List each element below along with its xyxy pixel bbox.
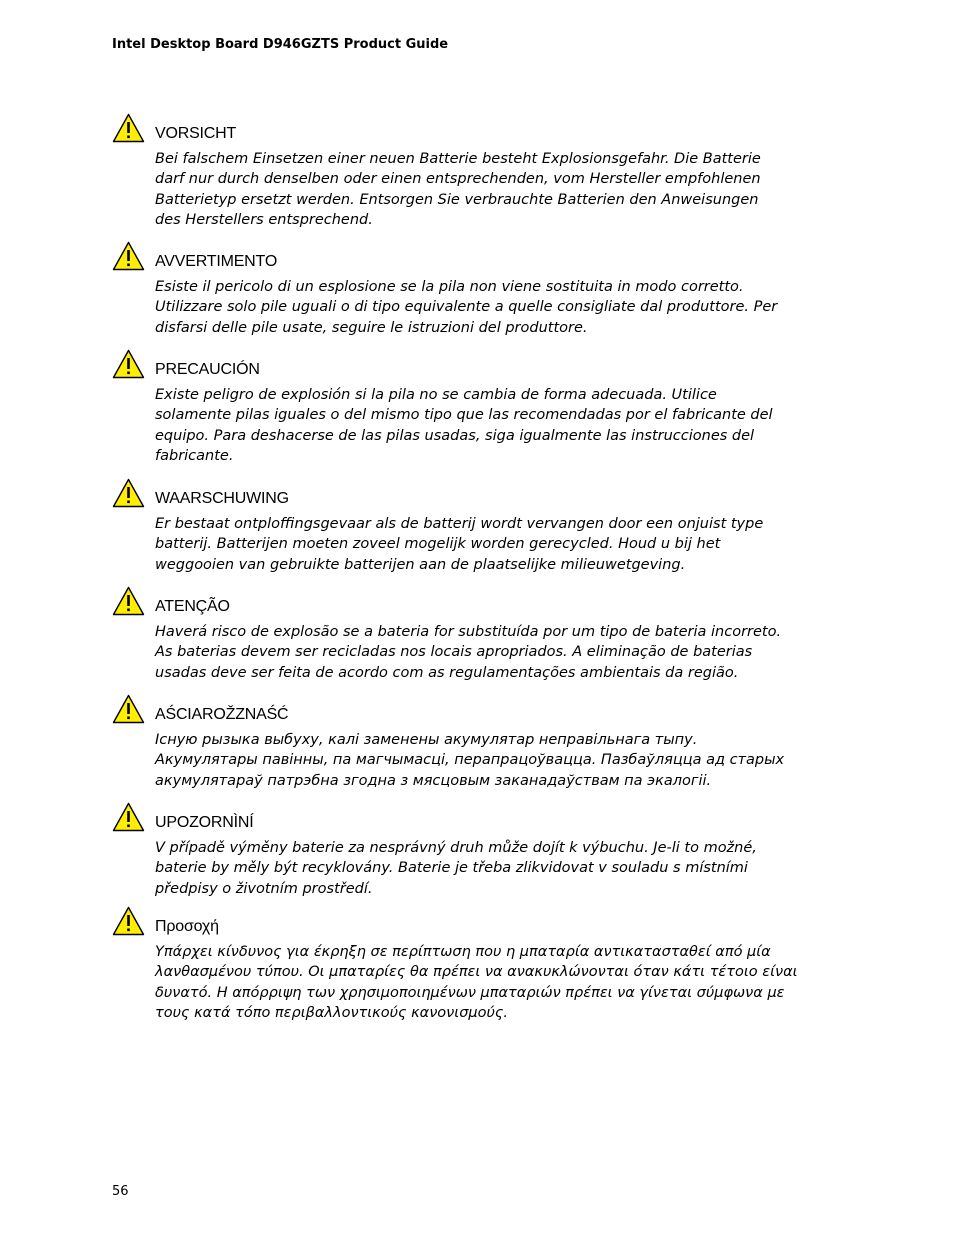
page-number: 56: [112, 1184, 129, 1199]
section-title-waarschuwing: WAARSCHUWING: [155, 490, 289, 507]
body-line: equipo. Para deshacerse de las pilas usadas, siga igualmente las instrucciones del: [155, 427, 755, 444]
body-line: předpisy o životním prostředí.: [155, 880, 373, 897]
body-line: Haverá risco de explosão se a bateria for substituída por um tipo de bateria incorreto.: [155, 624, 782, 640]
body-line: Υπάρχει κίνδυνος για έκρηξη σε περίπτωση που η μπαταρία αντικατασταθεί από μία: [155, 944, 771, 960]
section-body: [155, 149, 855, 231]
warning-triangle-icon: [112, 241, 145, 271]
section-title-section: Προσοχή: [155, 918, 219, 935]
body-line: usadas deve ser feita de acordo com as regulamentações ambientais da região.: [155, 664, 739, 681]
body-line: disfarsi delle pile usate, seguire le istruzioni del produttore.: [155, 319, 588, 336]
section-body: [155, 514, 855, 575]
warning-triangle-icon: [112, 694, 145, 724]
body-line: Existe peligro de explosión si la pila no se cambia de forma adecuada. Utilice: [155, 387, 717, 403]
body-line: Batterietyp ersetzt werden. Entsorgen Sie verbrauchte Batterien den Anweisungen: [155, 191, 759, 208]
warning-triangle-icon: [112, 906, 145, 936]
body-line: fabricante.: [155, 448, 234, 465]
section-title-avvertimento: AVVERTIMENTO: [155, 253, 278, 270]
warning-triangle-icon: [112, 349, 145, 379]
body-line: des Herstellers entsprechend.: [155, 212, 373, 229]
body-line: V případě výměny baterie za nesprávný druh může dojít k výbuchu. Je-li to možné,: [155, 840, 757, 856]
body-line: Акумулятары павінны, па магчымасці, перапрацоўвацца. Пазбаўляцца ад старых: [155, 752, 785, 769]
body-line: τους κατά τόπο περιβαλλοντικούς κανονισμούς.: [155, 1005, 508, 1022]
body-line: solamente pilas iguales o del mismo tipo que las recomendadas por el fabricante del: [155, 407, 773, 424]
section-body: [155, 277, 855, 338]
body-line: baterie by měly být recyklovány. Baterie je třeba zlikvidovat v souladu s místními: [155, 860, 748, 877]
body-line: As baterias devem ser recicladas nos locais apropriados. A eliminação de baterias: [155, 644, 753, 661]
body-line: batterij. Batterijen moeten zoveel mogelijk worden gerecycled. Houd u bij het: [155, 536, 721, 553]
section-body: [155, 622, 855, 683]
body-line: акумулятараў патрэбна згодна з мясцовым заканадаўствам па экалогіі.: [155, 772, 712, 789]
body-line: Esiste il pericolo di un esplosione se la pila non viene sostituita in modo corretto.: [155, 279, 744, 295]
body-line: Існую рызыка выбуху, калі заменены акумулятар неправільнага тыпу.: [155, 732, 698, 748]
section-body: [155, 730, 855, 791]
body-line: Bei falschem Einsetzen einer neuen Batterie besteht Explosionsgefahr. Die Batterie: [155, 151, 761, 167]
section-title-precaucion: PRECAUCIÓN: [155, 361, 260, 378]
warning-triangle-icon: [112, 802, 145, 832]
warning-triangle-icon: [112, 478, 145, 508]
body-line: λανθασμένου τύπου. Οι μπαταρίες θα πρέπει να ανακυκλώνονται όταν κάτι τέτοιο είναι: [155, 964, 798, 981]
body-line: weggooien van gebruikte batterijen aan de plaatselijke milieuwetgeving.: [155, 556, 686, 573]
section-title-atencao: ATENÇÃO: [155, 598, 230, 615]
section-title-asciarozznasc: AŚCIAROŽZNAŚĆ: [155, 706, 289, 723]
section-body: [155, 838, 855, 899]
section-body: [155, 385, 855, 467]
section-title-vorsicht: VORSICHT: [155, 125, 237, 142]
body-line: Utilizzare solo pile uguali o di tipo equivalente a quelle consigliate dal produttore. Per: [155, 299, 778, 316]
warning-triangle-icon: [112, 113, 145, 143]
section-body: [155, 942, 855, 1024]
section-title-upozornini: UPOZORNÌNÍ: [155, 814, 254, 831]
warning-triangle-icon: [112, 586, 145, 616]
body-line: Er bestaat ontploffingsgevaar als de batterij wordt vervangen door een onjuist type: [155, 516, 764, 532]
body-line: darf nur durch denselben oder einen entsprechenden, vom Hersteller empfohlenen: [155, 171, 761, 188]
document-header: Intel Desktop Board D946GZTS Product Guide: [112, 37, 449, 52]
body-line: δυνατό. Η απόρριψη των χρησιμοποιημένων μπαταριών πρέπει να γίνεται σύμφωνα με: [155, 984, 785, 1001]
